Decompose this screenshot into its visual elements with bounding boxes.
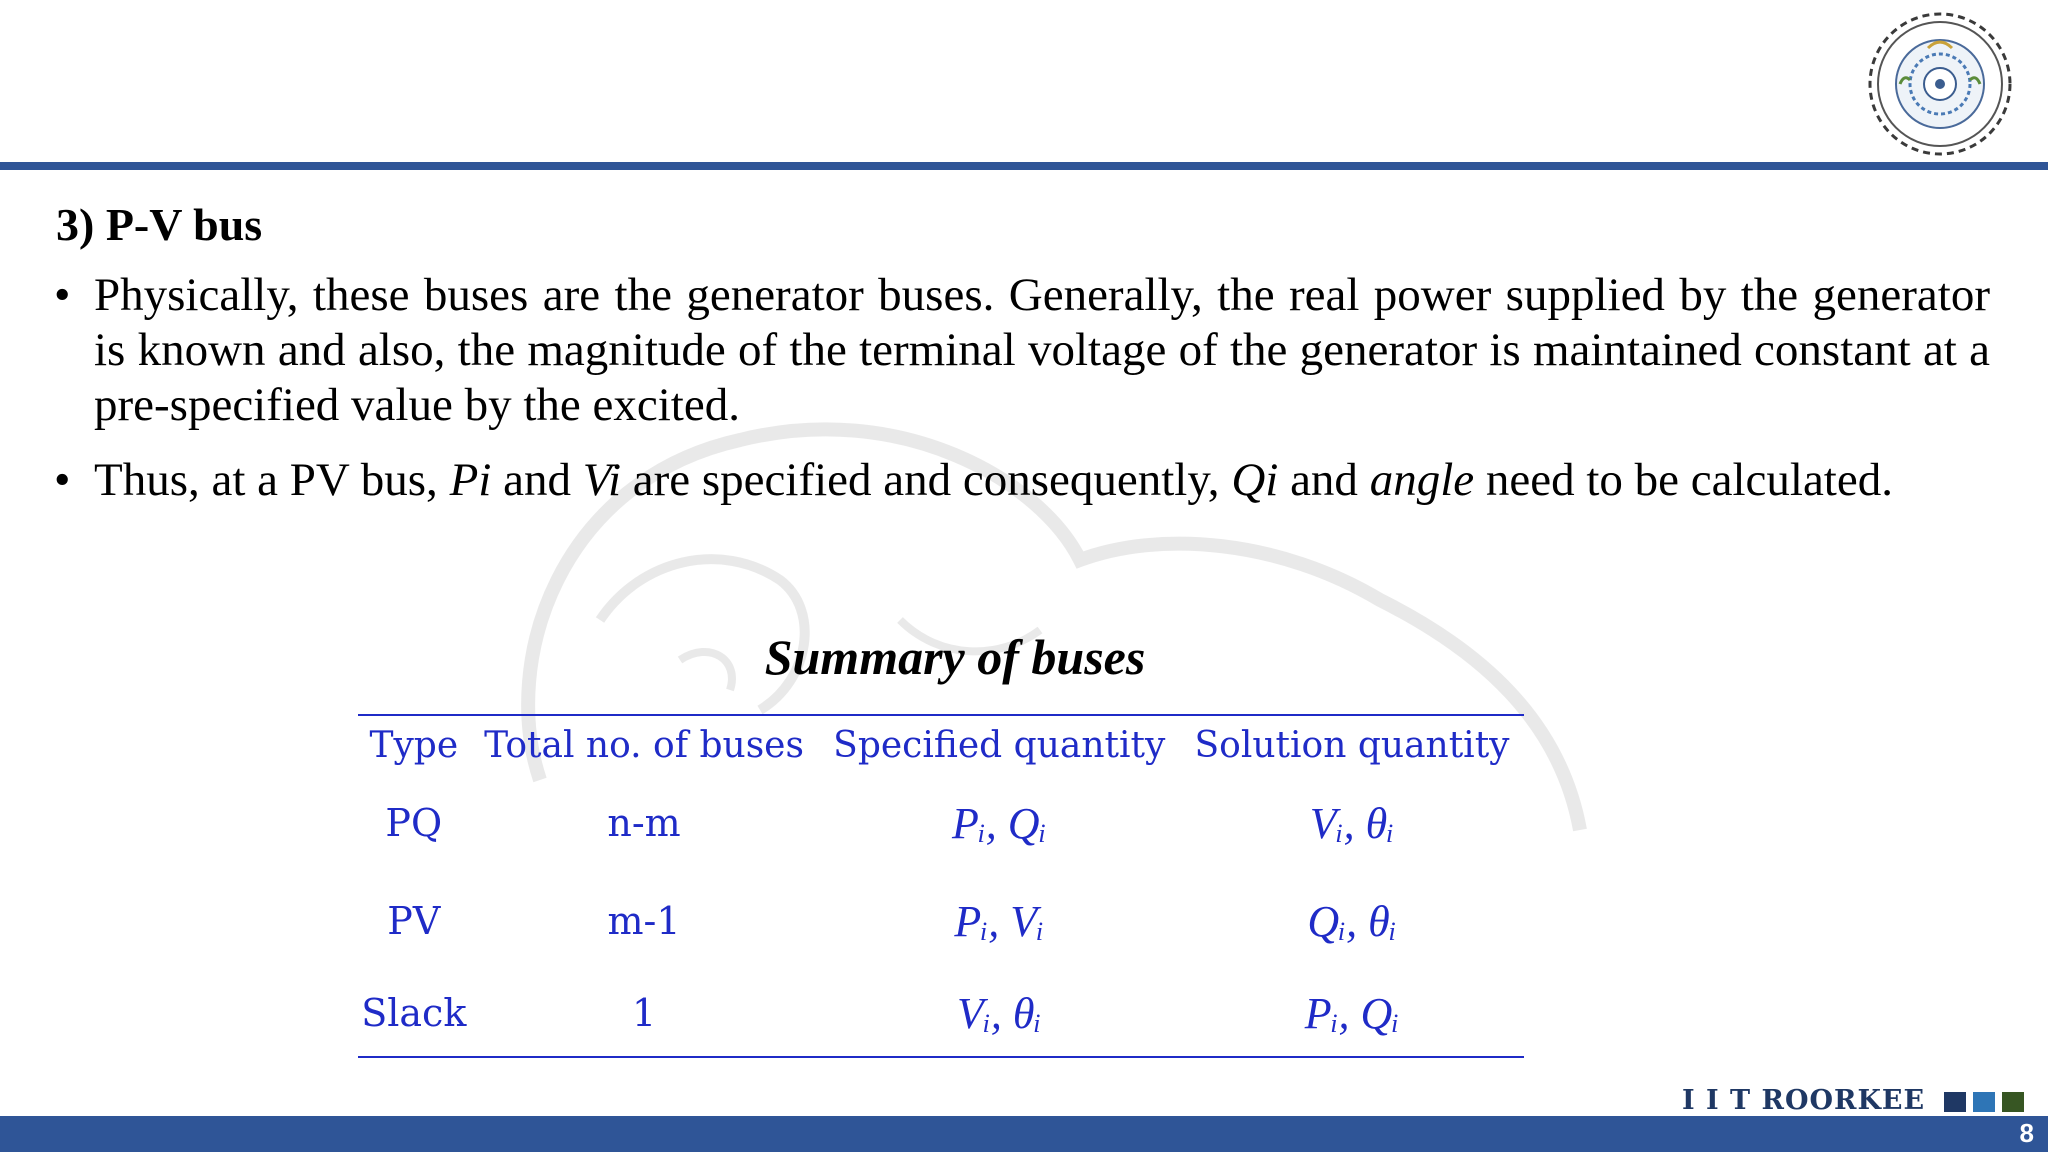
bus-summary-table [358,714,1524,1058]
table-row [358,872,1524,970]
brand-square-green [2002,1092,2024,1112]
bullet-item [54,268,1990,433]
cell-type: PV [387,899,441,943]
iit-roorkee-seal-icon [1832,6,2042,158]
cell-total: m-1 [607,899,681,943]
header-rule [0,162,2048,170]
cell-solution: Vᵢ, θᵢ [1309,798,1395,848]
brand-square-blue [1973,1092,1995,1112]
column-header-type: Type [369,724,459,766]
page-number: 8 [2019,1118,2034,1148]
table-row [358,774,1524,872]
column-header-total: Total no. of buses [484,724,804,766]
cell-total: 1 [631,991,657,1035]
term-angle: angle [1369,453,1475,506]
brand-square-navy [1944,1092,1966,1112]
cell-total: n-m [607,801,681,845]
column-header-specified: Specified quantity [833,724,1166,766]
bullet-text: Thus, at a PV bus, Pi and Vi are specified and consequently, Qi and angle need to be calculated. [94,453,1893,506]
bullet-marker: • [54,268,71,321]
bullet-list [54,268,1990,508]
cell-type: Slack [361,991,467,1035]
cell-specified: Pᵢ, Qᵢ [951,798,1047,848]
footer-brand: I I T ROORKEE [1682,1085,1926,1116]
term-vi: Vi [582,453,621,506]
table-row [358,970,1524,1057]
table-header-row [358,715,1524,774]
slide-body [54,196,1990,528]
bullet-text: Physically, these buses are the generator buses. Generally, the real power supplied by the generator is known and also, the magnitude of the terminal voltage of the generator is maintained constant at a pre-specified value by the excited. [94,268,1990,431]
slide-heading: 3) P-V bus [56,199,263,250]
footer-bar [0,1116,2048,1152]
term-qi: Qi [1231,453,1279,506]
table-title: Summary of buses [764,629,1146,685]
cell-solution: Pᵢ, Qᵢ [1304,988,1400,1038]
bullet-marker: • [54,453,71,506]
cell-type: PQ [385,801,443,845]
term-pi: Pi [449,453,492,506]
cell-specified: Vᵢ, θᵢ [957,988,1042,1038]
bullet-item [54,453,1990,508]
column-header-solution: Solution quantity [1194,724,1510,766]
cell-specified: Pᵢ, Vᵢ [954,896,1045,946]
cell-solution: Qᵢ, θᵢ [1307,896,1397,946]
